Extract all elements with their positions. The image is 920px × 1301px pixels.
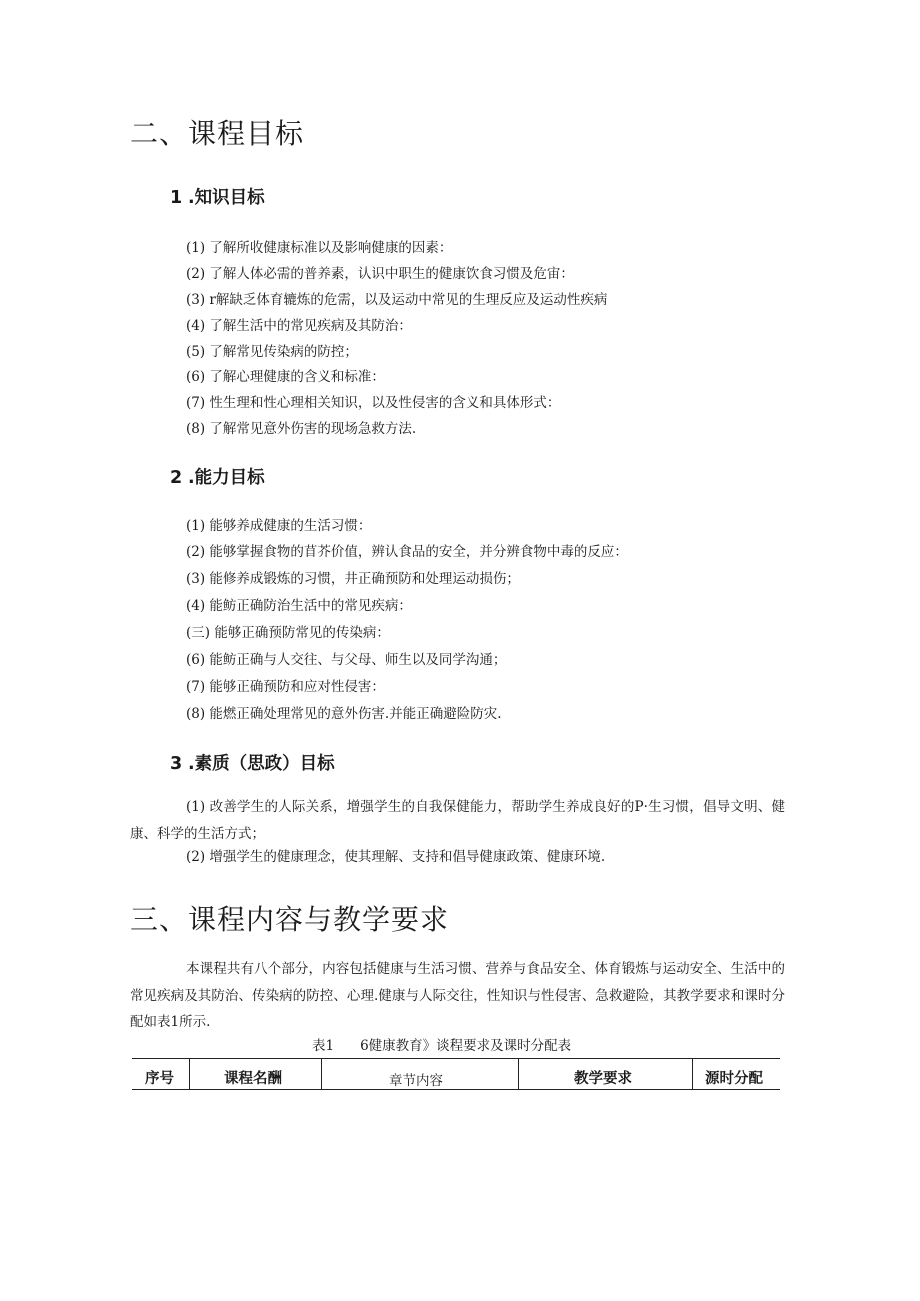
ability-item-2: (2) 能够掌握食物的苜芥价值，辨认食品的安全，并分辨食物中毒的反应： <box>186 544 628 560</box>
table-header-index: 序号 <box>145 1071 174 1087</box>
table-column-separator <box>321 1059 322 1089</box>
table-column-separator <box>189 1059 190 1089</box>
table-column-separator <box>518 1059 519 1089</box>
table-top-rule <box>132 1058 780 1059</box>
table-caption <box>312 1034 571 1054</box>
ability-item-1: (1) 能够养成健康的生活习惯： <box>186 518 372 534</box>
table-header-teaching-requirements: 教学要求 <box>574 1071 632 1087</box>
knowledge-item-4: (4) 了解生活中的常见疾病及其防治： <box>186 318 412 334</box>
knowledge-item-6: (6) 了解心理健康的含义和标准： <box>186 369 385 385</box>
ability-item-7: (7) 能够正确预防和应对性侵害： <box>186 679 385 695</box>
knowledge-item-3: (3) r解缺乏体育辘炼的危需，以及运动中常见的生理反应及运动性疾病 <box>186 292 608 308</box>
subheading-ability-objectives <box>170 464 265 489</box>
subheading-number: 2 <box>170 468 183 488</box>
table-header-bottom-rule <box>132 1089 780 1090</box>
ability-item-6: (6) 能鲂正确与人交往、与父母、师生以及同学沟通； <box>186 652 507 668</box>
subheading-title: .知识目标 <box>188 188 265 208</box>
knowledge-item-2: (2) 了解人体必需的普养素，认识中职生的健康饮食习惯及危宙： <box>186 266 574 282</box>
course-content-paragraph: 本课程共有八个部分，内容包括健康与生活习惯、营养与食品安全、体育锻炼与运动安全、生活中的常见疾病及其防治、传染病的防控、心理.健康与人际交往，性知识与性侵害、急救避险，其教学要求和课时分配如表1所示. <box>130 961 785 1030</box>
subheading-knowledge-objectives <box>170 184 265 209</box>
table-column-separator <box>692 1059 693 1089</box>
subheading-title: .素质（思政）目标 <box>188 754 335 774</box>
knowledge-item-5: (5) 了解常见传染病的防控； <box>186 344 358 360</box>
table-caption-text: 6健康教育》谈程要求及课时分配表 <box>360 1038 572 1054</box>
quality-paragraph-2: (2) 增强学生的健康理念，使其理解、支持和倡导健康政策、健康环境. <box>186 849 606 865</box>
table-caption-label: 表1 <box>312 1038 335 1054</box>
section-heading-course-objectives: 二、课程目标 <box>130 117 305 150</box>
table-header-hours-allocation: 源时分配 <box>705 1071 763 1087</box>
subheading-number: 1 <box>170 188 183 208</box>
knowledge-item-7: (7) 性生理和性心理相关知识，以及性侵害的含义和具体形式： <box>186 395 561 411</box>
section-heading-course-content: 三、课程内容与教学要求 <box>130 903 450 936</box>
knowledge-item-8: (8) 了解常见意外伤害的现场急救方法. <box>186 421 417 437</box>
subheading-quality-objectives <box>170 750 335 775</box>
subheading-number: 3 <box>170 754 183 774</box>
table-header-chapter-content: 章节内容 <box>389 1073 443 1089</box>
quality-paragraph-1: (1) 改善学生的人际关系，增强学生的自我保健能力，帮助学生养成良好的P·生习惯，倡导文明、健康、科学的生活方式； <box>130 799 785 842</box>
ability-item-8: (8) 能燃正确处理常见的意外伤害.并能正确避险防灾. <box>186 706 502 722</box>
ability-item-4: (4) 能鲂正确防治生活中的常见疾病： <box>186 598 412 614</box>
knowledge-item-1: (1) 了解所收健康标准以及影响健康的因素： <box>186 240 453 256</box>
ability-item-5: (三) 能够正确预防常见的传染病： <box>186 625 390 641</box>
ability-item-3: (3) 能修养成锻炼的习惯，井正确预防和处理运动损伤； <box>186 571 520 587</box>
subheading-title: .能力目标 <box>188 468 265 488</box>
table-header-course-name: 课程名酬 <box>224 1071 282 1087</box>
